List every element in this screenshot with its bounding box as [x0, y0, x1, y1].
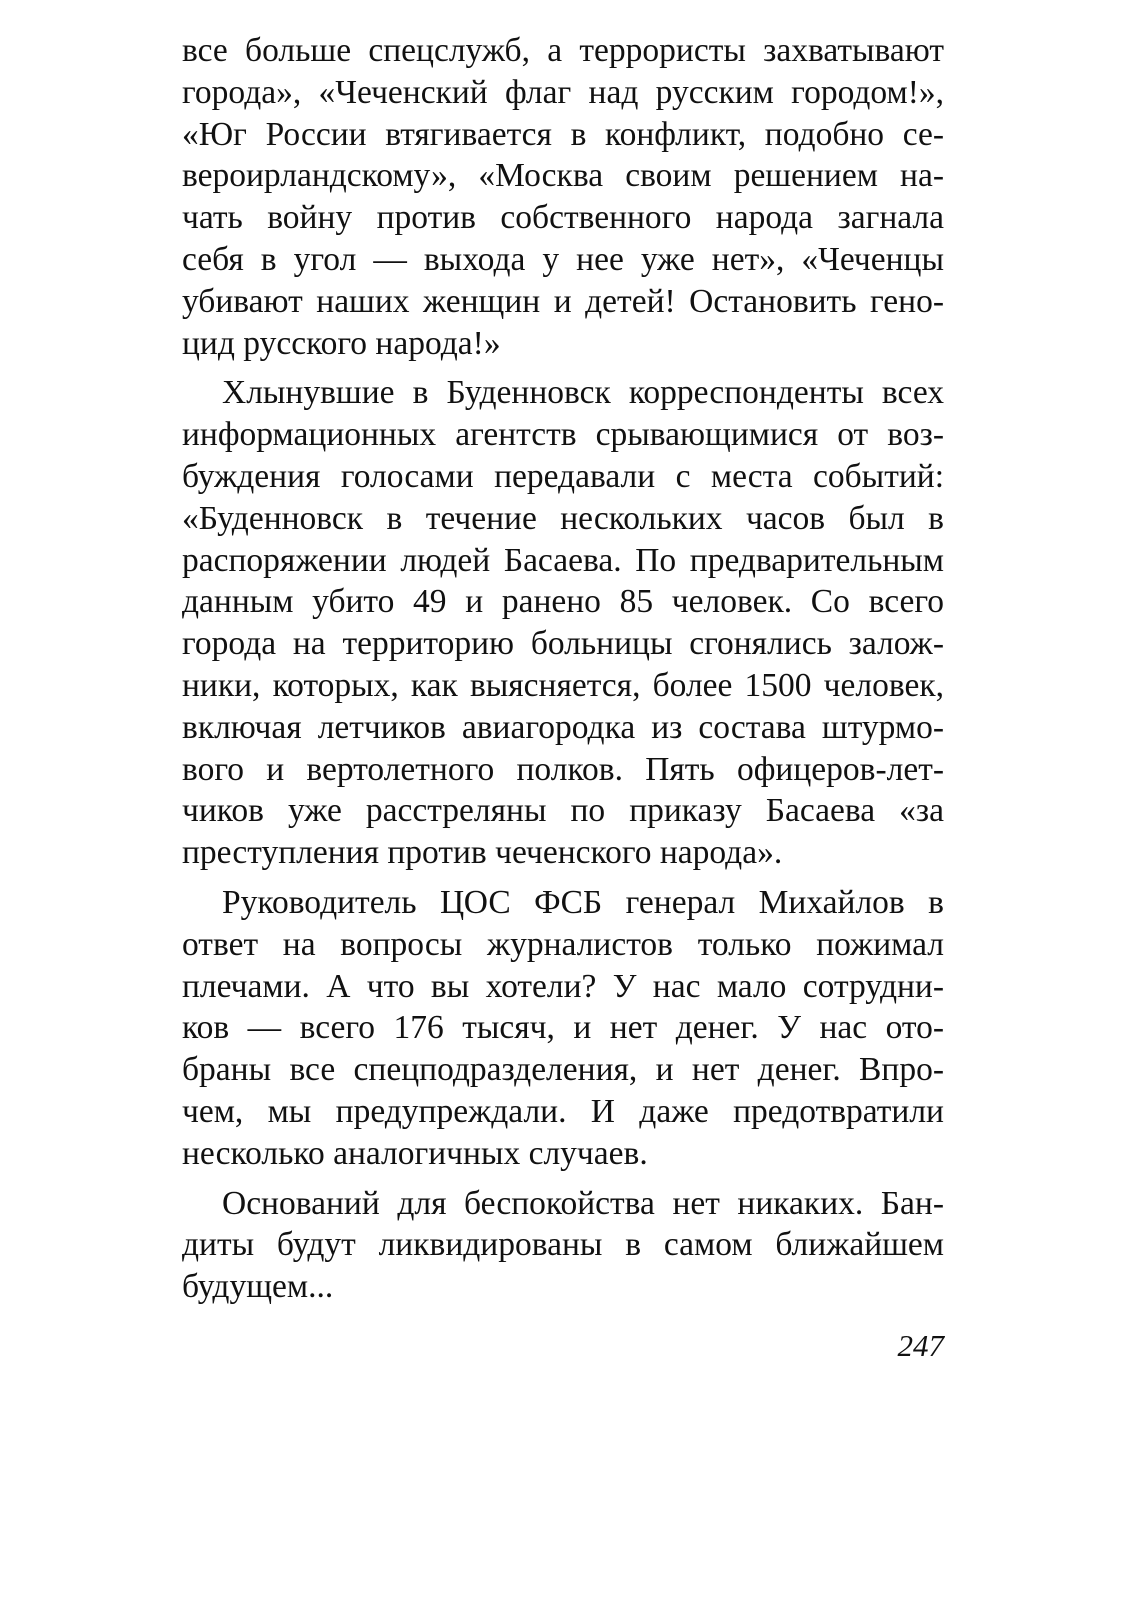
- paragraph-3: [182, 882, 944, 1175]
- text-line: ков — всего 176 тысяч, и нет денег. У нас ото-: [182, 1009, 944, 1047]
- text-line: убивают наших женщин и детей! Остановить гено-: [182, 282, 944, 320]
- text-line: плечами. А что вы хотели? У нас мало сотрудни-: [182, 967, 944, 1005]
- text-line: цид русского народа!»: [182, 324, 501, 362]
- text-line: браны все спецподразделения, и нет денег. Впро-: [182, 1051, 944, 1089]
- text-line: информационных агентств срывающимися от воз-: [182, 416, 944, 454]
- text-line: все больше спецслужб, а террористы захватывают: [182, 32, 944, 69]
- body-text: [182, 30, 944, 1316]
- text-line: данным убито 49 и ранено 85 человек. Со всего: [182, 583, 944, 621]
- text-line: «Буденновск в течение нескольких часов был в: [182, 499, 944, 537]
- text-line: ответ на вопросы журналистов только пожимал: [182, 925, 944, 963]
- text-line: вого и вертолетного полков. Пять офицеров-лет-: [182, 750, 944, 788]
- text-line: буждения голосами передавали с места событий:: [182, 457, 944, 495]
- text-line: вероирландскому», «Москва своим решением на-: [182, 157, 944, 195]
- text-line: Руководитель ЦОС ФСБ генерал Михайлов в: [222, 883, 944, 921]
- text-line: чем, мы предупреждали. И даже предотвратили: [182, 1092, 944, 1130]
- text-line: Оснований для беспокойства нет никаких. Бан-: [222, 1184, 944, 1222]
- text-line: диты будут ликвидированы в самом ближайшем: [182, 1226, 944, 1264]
- text-line: города на территорию больницы сгонялись залож-: [182, 625, 944, 663]
- text-line: чать войну против собственного народа загнала: [182, 199, 944, 237]
- page-number: 247: [897, 1328, 944, 1363]
- text-line: «Юг России втягивается в конфликт, подобно се-: [182, 115, 944, 153]
- paragraph-1: [182, 30, 944, 364]
- paragraph-4: [182, 1183, 944, 1308]
- text-line: города», «Чеченский флаг над русским городом!»,: [182, 73, 944, 111]
- paragraph-2: [182, 372, 944, 874]
- text-line: чиков уже расстреляны по приказу Басаева «за: [182, 792, 944, 830]
- text-line: Хлынувшие в Буденновск корреспонденты всех: [222, 374, 944, 412]
- text-line: распоряжении людей Басаева. По предварительным: [182, 541, 944, 579]
- text-line: будущем...: [182, 1268, 334, 1306]
- text-line: включая летчиков авиагородка из состава штурмо-: [182, 708, 944, 746]
- text-line: преступления против чеченского народа».: [182, 834, 783, 872]
- text-line: ники, которых, как выясняется, более 1500 человек,: [182, 666, 944, 704]
- text-line: несколько аналогичных случаев.: [182, 1134, 648, 1172]
- text-line: себя в угол — выхода у нее уже нет», «Чеченцы: [182, 240, 944, 278]
